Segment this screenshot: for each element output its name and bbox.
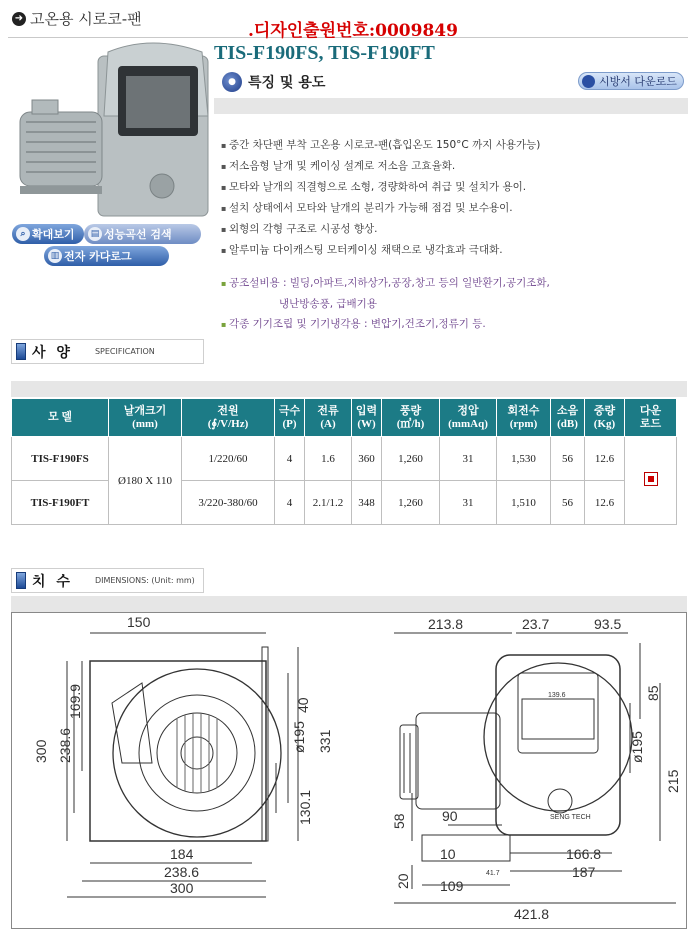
feature-item: ▪ 중간 차단팬 부착 고온용 시로코-팬(흡입온도 150°C 까지 사용가능) [221,135,540,156]
features-heading [222,72,325,92]
col-header-impeller: 날개크기 (mm) [109,399,182,437]
col-header-download: 다운 로드 [625,399,677,437]
feature-item: ▪ 저소음형 날개 및 케이싱 설계로 저소음 고효율화. [221,156,540,177]
arrow-circle-icon: ➜ [12,12,26,26]
dim-label: 150 [127,614,151,630]
cell-input: 348 [352,481,382,525]
cell-poles: 4 [275,481,305,525]
col-header-poles: 극수 (P) [275,399,305,437]
spec-section-header [11,339,204,364]
e-catalog-button[interactable] [44,246,169,266]
dim-label: 238.6 [164,864,200,880]
dimension-drawings [11,612,687,929]
dim-label: 40 [295,697,311,713]
dim-label: 90 [442,808,458,824]
cell-power: 3/220-380/60 [182,481,275,525]
dimension-title-ko: 치 수 [32,573,73,590]
dim-label: 238.6 [57,727,73,763]
col-header-noise: 소음 (dB) [551,399,585,437]
performance-curve-label: 성능곡선 검색 [104,228,172,241]
spec-download-button[interactable]: 시방서 다운로드 [578,72,684,90]
cell-weight: 12.6 [585,437,625,481]
dim-label: 169.9 [67,683,83,719]
cell-input: 360 [352,437,382,481]
cell-current: 1.6 [305,437,352,481]
dim-label: ø195 [291,721,307,753]
zoom-button-label: 확대보기 [32,228,75,241]
cell-pressure: 31 [440,437,497,481]
e-catalog-label: 전자 카다로그 [64,250,132,263]
cell-current: 2.1/1.2 [305,481,352,525]
cell-power: 1/220/60 [182,437,275,481]
category-title-text: 고온용 시로코-팬 [30,10,142,28]
col-header-input: 입력 (W) [352,399,382,437]
use-item: ▪ 각종 기기조립 및 기기냉각용 : 변압기,건조기,정류기 등. [221,314,550,335]
dimension-divider-bar [11,596,687,612]
dim-label: 300 [33,739,49,763]
col-header-current: 전류 (A) [305,399,352,437]
feature-divider-bar [214,98,688,114]
dim-label: 215 [665,769,681,793]
spec-table [11,398,677,525]
col-header-pressure: 정압 (mmAq) [440,399,497,437]
category-title [12,8,142,29]
cell-noise: 56 [551,481,585,525]
cell-airflow: 1,260 [382,437,440,481]
cell-pressure: 31 [440,481,497,525]
spec-title-ko: 사 양 [32,344,73,361]
product-photo[interactable] [12,36,212,222]
bullet-disc-icon: ● [222,72,242,92]
dim-label: 130.1 [297,789,313,825]
cell-rpm: 1,530 [497,437,551,481]
model-title: TIS-F190FS, TIS-F190FT [214,42,435,64]
cell-poles: 4 [275,437,305,481]
col-header-rpm: 회전수 (rpm) [497,399,551,437]
dim-label: 139.6 [548,692,566,699]
dim-label: 421.8 [514,906,550,922]
uses-list [221,273,550,335]
dim-label: 93.5 [594,616,622,632]
dim-label: 300 [170,880,194,896]
dim-label: 166.8 [566,846,602,862]
cell-noise: 56 [551,437,585,481]
cell-model: TIS-F190FT [12,481,109,525]
performance-curve-button[interactable] [84,224,201,244]
spec-divider-bar [11,381,687,397]
dim-label: 23.7 [522,616,550,632]
col-header-weight: 중량 (Kg) [585,399,625,437]
brand-plate-text: SENG TECH [550,814,591,821]
use-item: ▪ 공조설비용 : 빌딩,아파트,지하상가,공장,창고 등의 일반환기,공기조화, [221,273,550,294]
dim-label: 41.7 [486,870,500,877]
document-icon: ▤ [88,227,102,241]
cell-rpm: 1,510 [497,481,551,525]
book-icon: ▥ [48,249,62,263]
use-item-continued: 냉난방송풍, 급배기용 [279,298,377,310]
dimension-title-en: DIMENSIONS: (Unit: mm) [94,576,195,585]
dim-label: 213.8 [428,616,464,632]
table-header-row [12,399,677,437]
cell-weight: 12.6 [585,481,625,525]
dim-label: 20 [395,873,411,889]
col-header-power: 전원 (∮/V/Hz) [182,399,275,437]
dim-label: 109 [440,878,464,894]
section-marker-icon [16,572,26,589]
magnifier-icon: ⌕ [16,227,30,241]
dimension-section-header [11,568,204,593]
cell-airflow: 1,260 [382,481,440,525]
dim-label: 187 [572,864,596,880]
spec-title-en: SPECIFICATION [94,347,155,356]
col-header-airflow: 풍량 (㎥/h) [382,399,440,437]
feature-item: ▪ 설치 상태에서 모타와 날개의 분리가 가능해 점검 및 보수용이. [221,198,540,219]
dim-label: 10 [440,846,456,862]
dim-label: ø195 [629,731,645,763]
cell-download [625,437,677,525]
dim-label: 58 [391,813,407,829]
dim-label: 184 [170,846,194,862]
dim-label: 331 [317,729,333,753]
feature-item: ▪ 알루미늄 다이캐스팅 모터케이싱 채택으로 냉각효과 극대화. [221,240,540,261]
features-heading-text: 특징 및 용도 [248,75,326,91]
download-file-icon[interactable] [644,472,658,486]
dim-label: 85 [645,685,661,701]
col-header-model: 모 델 [12,399,109,437]
feature-item: ▪ 모타와 날개의 직결형으로 소형, 경량화하여 취급 및 설치가 용이. [221,177,540,198]
dimension-drawing-svg [12,613,686,928]
zoom-button[interactable] [12,224,84,244]
cell-model: TIS-F190FS [12,437,109,481]
features-list [221,135,540,261]
cell-impeller-size: Ø180 X 110 [109,437,182,525]
design-number: .디자인출원번호:0009849 [248,21,458,41]
table-row [12,437,677,481]
feature-item: ▪ 외형의 각형 구조로 시공성 향상. [221,219,540,240]
section-marker-icon [16,343,26,360]
